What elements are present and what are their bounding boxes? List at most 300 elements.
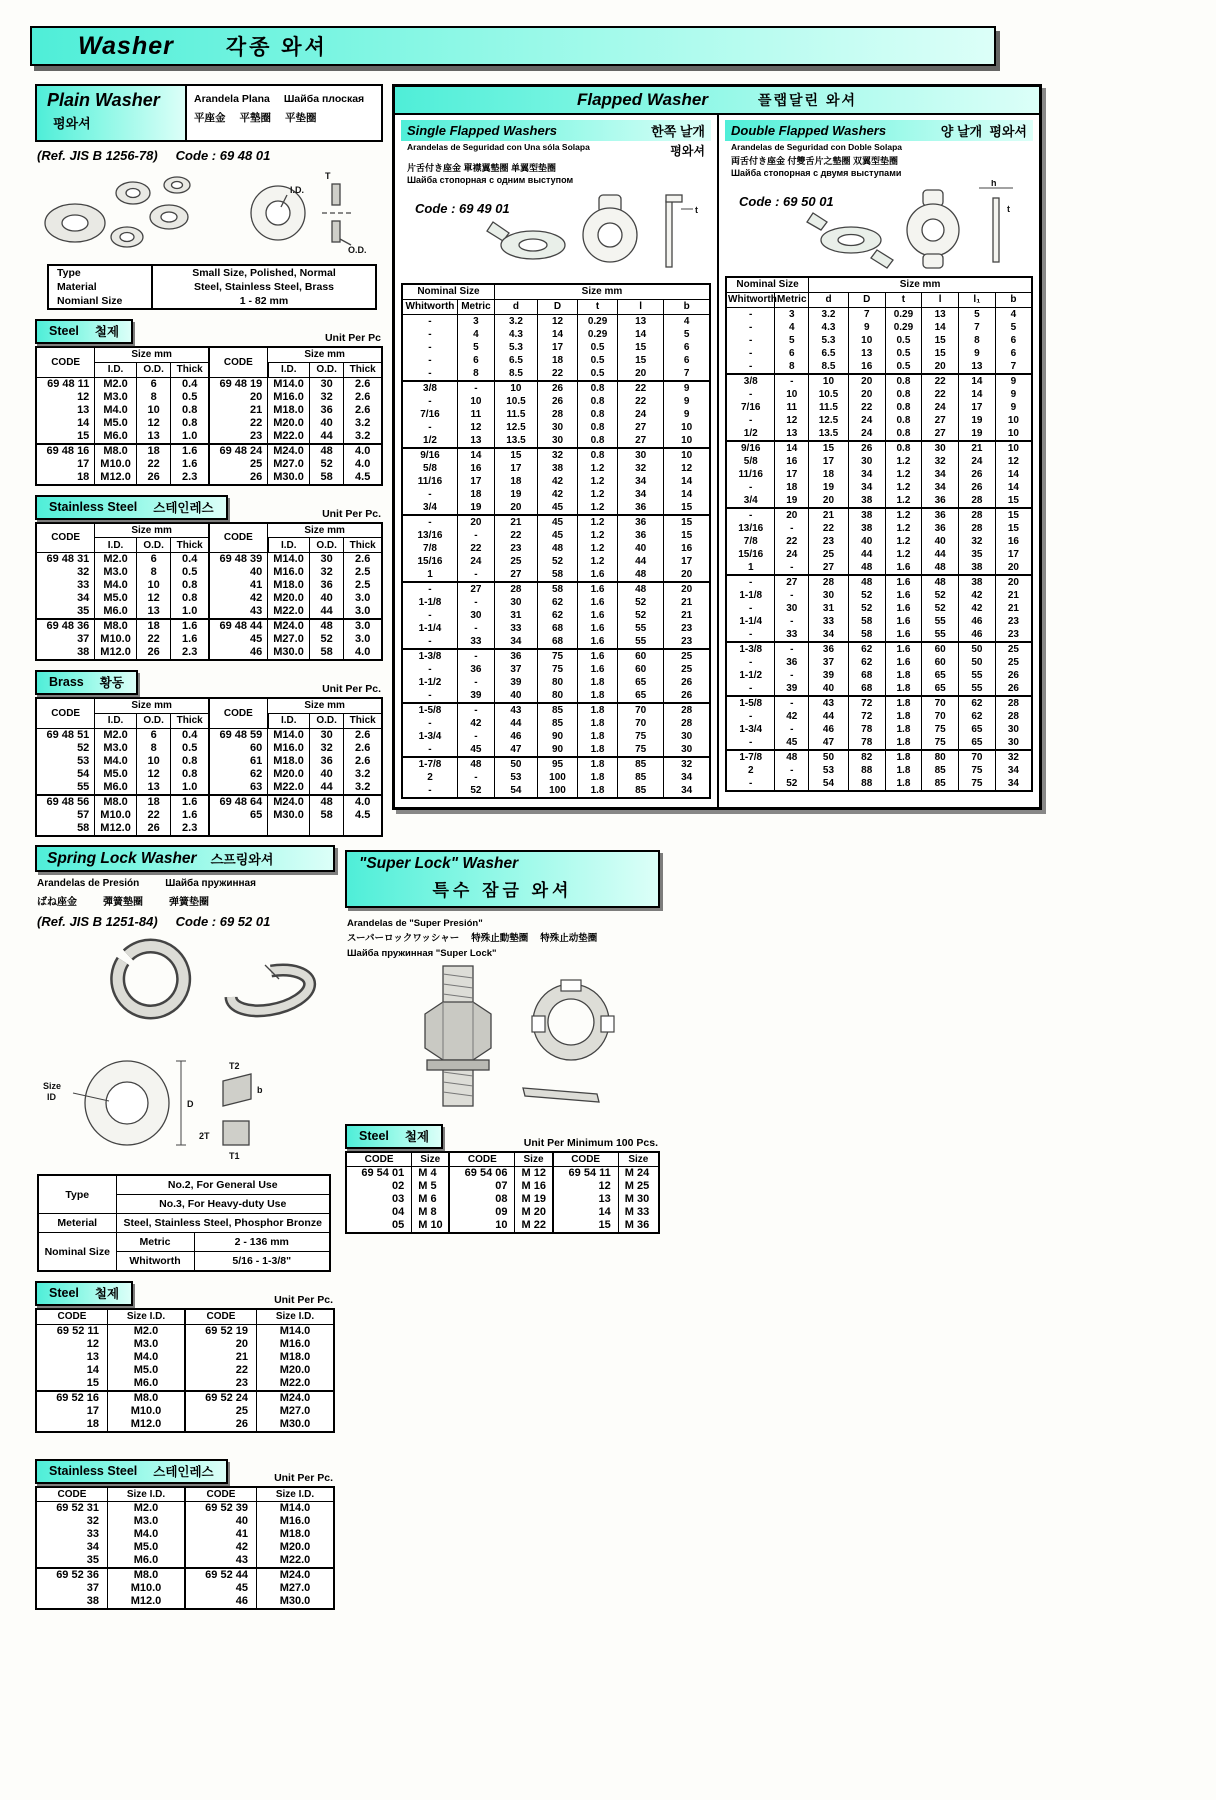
table-cell: 52 bbox=[538, 555, 578, 568]
table-cell: M20.0 bbox=[268, 417, 310, 430]
table-cell: 12.5 bbox=[494, 421, 537, 434]
table-row bbox=[36, 781, 382, 795]
table-cell: M3.0 bbox=[95, 566, 137, 579]
table-cell: 9/16 bbox=[402, 448, 457, 462]
single-name-spanish: Arandelas de Seguridad con Una sóla Solapa bbox=[407, 142, 590, 152]
table-cell: 21 bbox=[959, 441, 996, 455]
table-cell: 34 bbox=[809, 628, 849, 642]
table-cell: 13 bbox=[136, 605, 171, 619]
table-cell: 14 bbox=[457, 448, 494, 462]
table-row bbox=[402, 328, 710, 341]
table-cell: 2.6 bbox=[344, 742, 382, 755]
col-nominal-size: Nominal Size bbox=[402, 284, 494, 299]
table-cell: 28 bbox=[995, 696, 1032, 710]
table-cell: 6 bbox=[664, 341, 710, 354]
table-cell: 1.8 bbox=[578, 717, 618, 730]
table-row bbox=[726, 750, 1032, 764]
table-row bbox=[36, 553, 382, 567]
col-nominal-size: Nominal Size bbox=[726, 277, 809, 292]
table-cell: M3.0 bbox=[95, 742, 137, 755]
table-cell: M12.0 bbox=[95, 822, 137, 836]
table-cell: 7 bbox=[848, 307, 885, 321]
table-row bbox=[726, 360, 1032, 374]
table-row bbox=[36, 633, 382, 646]
unit-per-pc: Unit Per Pc. bbox=[274, 1471, 333, 1484]
table-cell: - bbox=[775, 374, 809, 388]
plain-dim-id: I.D. bbox=[290, 185, 305, 195]
table-cell: - bbox=[726, 321, 775, 334]
table-cell: M30.0 bbox=[268, 646, 310, 660]
table-cell: - bbox=[726, 777, 775, 791]
table-cell: - bbox=[402, 635, 457, 649]
table-cell: 33 bbox=[457, 635, 494, 649]
table-cell: 35 bbox=[36, 605, 95, 619]
table-cell: 22 bbox=[538, 367, 578, 381]
table-cell: 24 bbox=[922, 401, 959, 414]
table-cell: 1.8 bbox=[885, 736, 922, 750]
table-cell: 38 bbox=[848, 508, 885, 522]
table-cell: 3/8 bbox=[402, 381, 457, 395]
table-cell: 13/16 bbox=[402, 529, 457, 542]
table-cell: M16.0 bbox=[268, 566, 310, 579]
table-cell: 52 bbox=[618, 609, 664, 622]
table-cell: 4.3 bbox=[494, 328, 537, 341]
table-cell: 19 bbox=[457, 501, 494, 515]
table-cell: 10.5 bbox=[494, 395, 537, 408]
table-cell: 18 bbox=[136, 795, 171, 809]
table-row bbox=[36, 1528, 334, 1541]
table-cell: 0.4 bbox=[171, 377, 209, 391]
table-cell: 40 bbox=[922, 535, 959, 548]
col-code: CODE bbox=[209, 347, 268, 377]
table-cell: M16.0 bbox=[257, 1515, 335, 1528]
table-cell: 62 bbox=[848, 642, 885, 656]
table-cell: 28 bbox=[959, 508, 996, 522]
table-cell: 17 bbox=[494, 462, 537, 475]
table-cell: 0.8 bbox=[171, 579, 209, 592]
table-cell: 1.2 bbox=[578, 462, 618, 475]
table-cell: 52 bbox=[922, 602, 959, 615]
table-cell: 9 bbox=[664, 395, 710, 408]
table-cell: M30.0 bbox=[257, 1418, 335, 1432]
table-cell: 0.8 bbox=[578, 448, 618, 462]
table-cell: 4 bbox=[775, 321, 809, 334]
table-cell: 69 54 01 bbox=[346, 1167, 412, 1181]
table-cell: - bbox=[457, 568, 494, 582]
table-cell: 14 bbox=[36, 1364, 108, 1377]
table-cell: M16.0 bbox=[268, 391, 310, 404]
table-cell: M22.0 bbox=[268, 781, 310, 795]
table-cell: 0.5 bbox=[885, 334, 922, 347]
table-cell: 12 bbox=[136, 417, 171, 430]
table-cell: 44 bbox=[309, 430, 344, 444]
table-cell: 50 bbox=[959, 656, 996, 669]
table-cell: 1.6 bbox=[171, 619, 209, 633]
table-cell: 1.6 bbox=[578, 596, 618, 609]
plain-brass-header: Brass 황동 bbox=[35, 670, 138, 695]
table-cell: 48 bbox=[922, 575, 959, 589]
table-cell: 2.6 bbox=[344, 553, 382, 567]
plain-washer-title-korean: 평와셔 bbox=[53, 116, 91, 131]
table-cell: 32 bbox=[922, 455, 959, 468]
table-cell: 18 bbox=[136, 444, 171, 458]
table-cell: 13.5 bbox=[809, 427, 849, 441]
table-row bbox=[38, 1175, 330, 1195]
spring-dim-size: Size bbox=[43, 1081, 62, 1091]
single-flapped-code: Code : 69 49 01 bbox=[415, 201, 510, 216]
table-cell: 69 52 44 bbox=[185, 1568, 257, 1582]
spring-stainless-table: CODE Size I.D. CODE Size I.D. 69 52 31 M2.0 69 52 39 M14.0 32 M3.0 40 M16.0 33 M4.0 41 M18.0 34 M5.0 42 M20.0 35 M6.0 43 M22.0 69 52 36 M8.0 69 52 44 M24.0 37 M10.0 45 M27.0 38 M12.0 46 M30.0 bbox=[35, 1486, 335, 1611]
table-cell: 44 bbox=[848, 548, 885, 561]
table-cell: 55 bbox=[959, 669, 996, 682]
table-cell: 30 bbox=[995, 736, 1032, 750]
table-cell: 69 52 19 bbox=[185, 1324, 257, 1338]
table-cell: 32 bbox=[664, 757, 710, 771]
table-cell: 33 bbox=[809, 615, 849, 628]
table-cell: - bbox=[775, 589, 809, 602]
table-cell: 65 bbox=[922, 682, 959, 696]
table-cell: 3.0 bbox=[344, 619, 382, 633]
table-row bbox=[726, 561, 1032, 575]
table-cell: 100 bbox=[538, 784, 578, 798]
table-cell: 80 bbox=[538, 689, 578, 703]
table-cell: 0.5 bbox=[885, 360, 922, 374]
table-cell: 1.6 bbox=[578, 582, 618, 596]
table-cell: 20 bbox=[775, 508, 809, 522]
plain-name-russian: Шайба плоская bbox=[283, 93, 365, 105]
table-row bbox=[36, 605, 382, 619]
plain-code: Code : 69 48 01 bbox=[175, 148, 271, 163]
table-cell: M20.0 bbox=[268, 768, 310, 781]
table-cell: 13 bbox=[36, 404, 95, 417]
table-cell: 3 bbox=[457, 314, 494, 328]
table-row bbox=[36, 458, 382, 471]
table-row bbox=[726, 468, 1032, 481]
table-cell: 10 bbox=[995, 441, 1032, 455]
table-cell: 36 bbox=[922, 522, 959, 535]
plain-name-japanese: 平座金 bbox=[194, 112, 226, 124]
table-cell: 15 bbox=[922, 347, 959, 360]
plain-dim-t: T bbox=[325, 171, 331, 181]
table-row bbox=[36, 1405, 334, 1418]
table-cell: 9/16 bbox=[726, 441, 775, 455]
super-name-spanish: Arandelas de "Super Presión" bbox=[347, 918, 483, 929]
table-cell: 58 bbox=[36, 822, 95, 836]
table-cell: 21 bbox=[809, 508, 849, 522]
table-cell: M 4 bbox=[412, 1167, 450, 1181]
table-cell: - bbox=[402, 663, 457, 676]
table-cell: 13 bbox=[618, 314, 664, 328]
table-cell: 10 bbox=[775, 388, 809, 401]
table-cell: 23 bbox=[185, 1377, 257, 1391]
table-cell: 1-5/8 bbox=[402, 703, 457, 717]
table-cell: - bbox=[402, 488, 457, 501]
table-cell: 60 bbox=[618, 649, 664, 663]
table-cell: - bbox=[726, 656, 775, 669]
table-cell: 52 bbox=[848, 602, 885, 615]
super-lock-section bbox=[345, 850, 660, 1234]
table-cell: 22 bbox=[136, 458, 171, 471]
table-cell: 0.29 bbox=[885, 307, 922, 321]
table-cell: 9 bbox=[664, 408, 710, 421]
table-cell: - bbox=[775, 669, 809, 682]
table-cell: 28 bbox=[494, 582, 537, 596]
spec-label: Type bbox=[57, 267, 81, 279]
table-row bbox=[726, 682, 1032, 696]
table-cell: 10 bbox=[136, 755, 171, 768]
table-cell: 55 bbox=[618, 635, 664, 649]
table-cell: 22 bbox=[922, 388, 959, 401]
table-cell: 32 bbox=[36, 566, 95, 579]
table-cell: 44 bbox=[922, 548, 959, 561]
table-cell: 68 bbox=[538, 635, 578, 649]
spec-label: Material bbox=[57, 281, 97, 293]
table-cell: 36 bbox=[618, 501, 664, 515]
single-flapped-drawing bbox=[401, 187, 711, 283]
unit-per-minimum: Unit Per Minimum 100 Pcs. bbox=[523, 1136, 658, 1149]
table-cell: 78 bbox=[848, 723, 885, 736]
table-cell: 1-3/8 bbox=[402, 649, 457, 663]
table-cell: 12 bbox=[553, 1180, 619, 1193]
table-row bbox=[402, 582, 710, 596]
table-cell: 6 bbox=[136, 553, 171, 567]
table-cell: 0.8 bbox=[578, 434, 618, 448]
table-cell: 44 bbox=[494, 717, 537, 730]
table-cell: 69 48 56 bbox=[36, 795, 95, 809]
table-cell: - bbox=[726, 710, 775, 723]
table-cell: 21 bbox=[995, 602, 1032, 615]
unit-per-pc: Unit Per Pc. bbox=[322, 683, 381, 695]
table-cell: 30 bbox=[538, 434, 578, 448]
table-cell: 2.6 bbox=[344, 404, 382, 417]
spring-dim-b: b bbox=[257, 1085, 263, 1095]
spec-sublabel: Whitworth bbox=[116, 1252, 194, 1272]
table-cell: 55 bbox=[618, 622, 664, 635]
spring-lock-title: Spring Lock Washer bbox=[47, 849, 197, 867]
table-cell: 5 bbox=[995, 321, 1032, 334]
table-cell: M30.0 bbox=[268, 471, 310, 485]
table-cell: 1.6 bbox=[578, 635, 618, 649]
table-cell: 14 bbox=[36, 417, 95, 430]
table-row bbox=[346, 1219, 659, 1233]
table-cell: 5 bbox=[457, 341, 494, 354]
plain-washer-header bbox=[35, 84, 383, 142]
table-cell: 69 48 16 bbox=[36, 444, 95, 458]
table-cell: 3.2 bbox=[344, 768, 382, 781]
table-row bbox=[726, 589, 1032, 602]
table-cell: 50 bbox=[494, 757, 537, 771]
table-cell: 45 bbox=[538, 529, 578, 542]
table-cell: 69 48 36 bbox=[36, 619, 95, 633]
table-cell: 26 bbox=[136, 822, 171, 836]
table-cell: M8.0 bbox=[108, 1391, 185, 1405]
table-cell: 2.6 bbox=[344, 391, 382, 404]
table-cell: 14 bbox=[959, 388, 996, 401]
table-row bbox=[36, 1595, 334, 1609]
table-cell: - bbox=[775, 723, 809, 736]
plain-stainless-table: CODE Size mm CODE Size mm I.D. O.D. Thick I.D. O.D. Thick 69 48 31 M2.0 6 0.4 69 48 39 M14.0 30 2.6 32 M3.0 8 0.5 40 M16.0 32 2.5 33 M4.0 10 0.8 41 M18.0 36 2.5 34 M5.0 12 0.8 42 M20.0 40 3.0 35 M6.0 13 1.0 43 M22.0 44 3.0 69 48 36 M8.0 18 1.6 69 48 44 M24.0 48 3.0 37 M10.0 22 1.6 45 M27.0 52 3.0 38 M12.0 26 2.3 46 M30.0 58 4.0 bbox=[35, 522, 383, 662]
spec-value: No.3, For Heavy-duty Use bbox=[116, 1195, 330, 1214]
table-cell: 0.8 bbox=[885, 427, 922, 441]
table-cell: 15 bbox=[995, 508, 1032, 522]
table-cell: 36 bbox=[618, 515, 664, 529]
table-row bbox=[402, 529, 710, 542]
table-cell: - bbox=[726, 736, 775, 750]
spec-sublabel: Metric bbox=[116, 1233, 194, 1252]
table-cell: 34 bbox=[664, 771, 710, 784]
table-cell: 11.5 bbox=[809, 401, 849, 414]
table-cell: M4.0 bbox=[95, 404, 137, 417]
table-cell: 61 bbox=[209, 755, 268, 768]
table-cell: 24 bbox=[959, 455, 996, 468]
table-cell: 23 bbox=[809, 535, 849, 548]
table-cell: 18 bbox=[136, 619, 171, 633]
table-cell: 5 bbox=[664, 328, 710, 341]
table-cell: 30 bbox=[922, 441, 959, 455]
table-cell: M 5 bbox=[412, 1180, 450, 1193]
table-cell: 20 bbox=[995, 575, 1032, 589]
table-cell: 3.0 bbox=[344, 592, 382, 605]
table-cell: - bbox=[726, 307, 775, 321]
table-cell: 5 bbox=[959, 307, 996, 321]
table-cell: 72 bbox=[848, 696, 885, 710]
spec-value: 2 - 136 mm bbox=[194, 1233, 330, 1252]
table-cell: M18.0 bbox=[268, 755, 310, 768]
table-cell: 58 bbox=[848, 628, 885, 642]
table-cell: - bbox=[726, 334, 775, 347]
table-cell: 69 52 36 bbox=[36, 1568, 108, 1582]
table-cell: 54 bbox=[36, 768, 95, 781]
table-row bbox=[48, 265, 376, 280]
table-cell: 53 bbox=[494, 771, 537, 784]
table-cell: 6 bbox=[775, 347, 809, 360]
table-cell: 1.6 bbox=[885, 642, 922, 656]
table-cell: 7 bbox=[959, 321, 996, 334]
table-row bbox=[726, 764, 1032, 777]
table-cell: 24 bbox=[775, 548, 809, 561]
table-cell: 8.5 bbox=[809, 360, 849, 374]
table-cell bbox=[309, 822, 344, 836]
table-cell: 0.4 bbox=[171, 553, 209, 567]
table-cell: 22 bbox=[494, 529, 537, 542]
table-cell: 5.3 bbox=[809, 334, 849, 347]
table-cell: 39 bbox=[494, 676, 537, 689]
table-cell: M5.0 bbox=[108, 1541, 185, 1554]
table-cell: 30 bbox=[809, 589, 849, 602]
table-cell: 27 bbox=[775, 575, 809, 589]
table-cell: 38 bbox=[538, 462, 578, 475]
table-cell: 21 bbox=[664, 596, 710, 609]
table-cell: 4.0 bbox=[344, 646, 382, 660]
table-cell: 44 bbox=[618, 555, 664, 568]
spring-name-russian: Шайба пружинная bbox=[165, 878, 256, 889]
table-cell: 69 48 44 bbox=[209, 619, 268, 633]
table-row bbox=[726, 388, 1032, 401]
table-cell: 1-3/4 bbox=[402, 730, 457, 743]
table-cell: 23 bbox=[209, 430, 268, 444]
table-cell: 9 bbox=[959, 347, 996, 360]
table-cell: 15 bbox=[995, 494, 1032, 508]
table-cell: 17 bbox=[457, 475, 494, 488]
table-cell: 03 bbox=[346, 1193, 412, 1206]
table-row bbox=[36, 768, 382, 781]
flapped-washer-title: Flapped Washer bbox=[576, 90, 708, 109]
table-cell: M4.0 bbox=[95, 755, 137, 768]
table-cell: 4 bbox=[664, 314, 710, 328]
table-cell: 36 bbox=[457, 663, 494, 676]
table-cell: 27 bbox=[618, 434, 664, 448]
table-cell: 1-1/2 bbox=[402, 676, 457, 689]
table-cell: 1.6 bbox=[171, 458, 209, 471]
super-name-chinese-s: 特殊止动垫圈 bbox=[540, 933, 598, 945]
table-cell: 14 bbox=[618, 328, 664, 341]
table-cell: 31 bbox=[494, 609, 537, 622]
table-cell: 2 bbox=[402, 771, 457, 784]
table-cell: 6 bbox=[457, 354, 494, 367]
table-cell: 17 bbox=[538, 341, 578, 354]
table-cell: 8 bbox=[457, 367, 494, 381]
table-cell: 8.5 bbox=[494, 367, 537, 381]
table-cell: 40 bbox=[309, 592, 344, 605]
spec-label: Nomianl Size bbox=[57, 295, 123, 307]
table-cell: 15 bbox=[995, 522, 1032, 535]
table-cell: 30 bbox=[664, 743, 710, 757]
table-cell: 1.6 bbox=[171, 809, 209, 822]
spring-lock-drawing bbox=[35, 931, 335, 1168]
table-cell: - bbox=[775, 696, 809, 710]
table-cell: 38 bbox=[36, 646, 95, 660]
table-row bbox=[402, 596, 710, 609]
table-cell: 18 bbox=[457, 488, 494, 501]
plain-steel-header: Steel 철제 bbox=[35, 319, 133, 344]
spring-name-chinese-s: 弹簧垫圈 bbox=[169, 897, 209, 908]
table-cell: 31 bbox=[809, 602, 849, 615]
table-cell: 1.6 bbox=[885, 589, 922, 602]
table-cell: 1.2 bbox=[885, 548, 922, 561]
page-title-korean: 각종 와셔 bbox=[225, 36, 328, 59]
table-cell: 58 bbox=[309, 809, 344, 822]
table-cell: 52 bbox=[457, 784, 494, 798]
table-cell: 69 52 31 bbox=[36, 1502, 108, 1516]
table-cell: 0.5 bbox=[885, 347, 922, 360]
table-cell bbox=[268, 822, 310, 836]
table-cell: 58 bbox=[309, 471, 344, 485]
table-cell: 30 bbox=[494, 596, 537, 609]
table-cell: - bbox=[457, 381, 494, 395]
table-cell: 63 bbox=[209, 781, 268, 795]
table-cell: 8 bbox=[775, 360, 809, 374]
table-cell: 28 bbox=[538, 408, 578, 421]
table-cell: 1.2 bbox=[885, 522, 922, 535]
table-cell: M16.0 bbox=[268, 742, 310, 755]
table-cell: 42 bbox=[209, 592, 268, 605]
table-cell: 60 bbox=[209, 742, 268, 755]
table-cell: 48 bbox=[457, 757, 494, 771]
table-cell: 30 bbox=[664, 730, 710, 743]
table-cell: 28 bbox=[995, 710, 1032, 723]
table-cell: M5.0 bbox=[95, 592, 137, 605]
table-cell: 1-7/8 bbox=[402, 757, 457, 771]
table-cell: 18 bbox=[36, 1418, 108, 1432]
table-cell: 13 bbox=[553, 1193, 619, 1206]
table-cell: M8.0 bbox=[95, 795, 137, 809]
plain-name-spanish: Arandela Plana bbox=[194, 93, 270, 105]
table-cell: M27.0 bbox=[257, 1582, 335, 1595]
double-name-cjk: 両舌付き座金 付雙舌片之墊圈 双翼型垫圈 bbox=[731, 156, 899, 166]
table-cell: - bbox=[402, 341, 457, 354]
table-cell: 69 48 39 bbox=[209, 553, 268, 567]
spec-label: Nominal Size bbox=[38, 1233, 116, 1272]
